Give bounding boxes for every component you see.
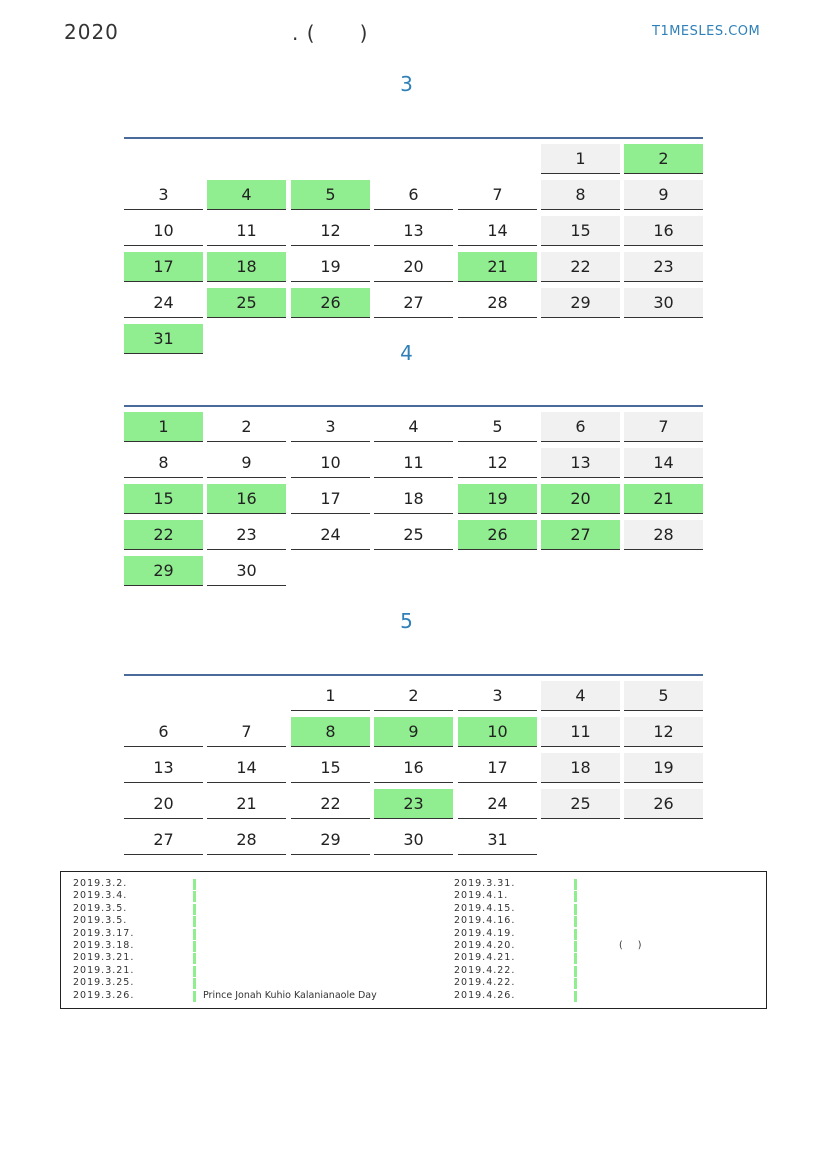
day-cell[interactable]: 3 [124, 180, 203, 210]
day-cell[interactable]: 4 [374, 412, 453, 442]
day-cell[interactable]: 11 [541, 717, 620, 747]
calendar-top-rule [124, 137, 703, 139]
day-cell[interactable]: 27 [124, 825, 203, 855]
holiday-date: 2019.3.31. [454, 878, 516, 889]
day-cell[interactable]: 12 [624, 717, 703, 747]
day-cell[interactable]: 17 [124, 252, 203, 282]
holiday-marker [574, 916, 577, 927]
holiday-marker [574, 978, 577, 989]
day-cell[interactable]: 2 [624, 144, 703, 174]
holiday-list [60, 871, 767, 1009]
day-cell[interactable]: 13 [374, 216, 453, 246]
day-cell[interactable]: 16 [374, 753, 453, 783]
day-cell[interactable]: 17 [291, 484, 370, 514]
holiday-date: 2019.3.18. [73, 940, 135, 951]
day-cell[interactable]: 11 [207, 216, 286, 246]
day-cell[interactable]: 5 [458, 412, 537, 442]
holiday-marker [574, 891, 577, 902]
holiday-name: ( ) [619, 940, 642, 951]
day-cell[interactable]: 15 [291, 753, 370, 783]
day-cell[interactable]: 4 [541, 681, 620, 711]
day-cell[interactable]: 21 [624, 484, 703, 514]
day-cell[interactable]: 16 [207, 484, 286, 514]
day-cell[interactable]: 7 [207, 717, 286, 747]
day-cell[interactable]: 1 [291, 681, 370, 711]
holiday-marker [574, 953, 577, 964]
day-cell[interactable]: 22 [124, 520, 203, 550]
day-cell[interactable]: 23 [374, 789, 453, 819]
day-cell[interactable]: 6 [374, 180, 453, 210]
day-cell[interactable]: 26 [624, 789, 703, 819]
day-cell[interactable]: 13 [541, 448, 620, 478]
day-cell[interactable]: 1 [124, 412, 203, 442]
day-cell[interactable]: 3 [291, 412, 370, 442]
day-cell[interactable]: 15 [541, 216, 620, 246]
day-cell[interactable]: 29 [541, 288, 620, 318]
day-cell[interactable]: 6 [541, 412, 620, 442]
holiday-date: 2019.4.21. [454, 952, 516, 964]
day-cell[interactable]: 22 [291, 789, 370, 819]
header-title: . ( ) [292, 21, 369, 45]
day-cell[interactable]: 18 [541, 753, 620, 783]
day-cell[interactable]: 25 [541, 789, 620, 819]
day-cell[interactable]: 10 [124, 216, 203, 246]
holiday-date: 2019.3.5. [73, 902, 128, 914]
day-cell[interactable]: 30 [624, 288, 703, 318]
day-cell[interactable]: 12 [291, 216, 370, 246]
day-cell[interactable]: 25 [207, 288, 286, 318]
day-cell[interactable]: 1 [541, 144, 620, 174]
holiday-marker [574, 991, 577, 1002]
day-cell[interactable]: 3 [458, 681, 537, 711]
day-cell[interactable]: 10 [291, 448, 370, 478]
day-cell[interactable]: 17 [458, 753, 537, 783]
day-cell[interactable]: 23 [624, 252, 703, 282]
holiday-marker [193, 879, 196, 890]
holiday-date: 2019.4.15. [454, 902, 516, 914]
day-cell[interactable]: 8 [124, 448, 203, 478]
day-cell[interactable]: 18 [374, 484, 453, 514]
holiday-marker [193, 953, 196, 964]
holiday-marker [193, 966, 196, 977]
day-cell[interactable]: 26 [291, 288, 370, 318]
day-cell[interactable]: 19 [624, 753, 703, 783]
holiday-marker [574, 941, 577, 952]
day-cell[interactable]: 14 [624, 448, 703, 478]
day-cell[interactable]: 10 [458, 717, 537, 747]
day-cell[interactable]: 24 [458, 789, 537, 819]
holiday-date: 2019.3.4. [73, 890, 128, 902]
holiday-date: 2019.3.2. [73, 878, 128, 889]
day-cell[interactable]: 7 [624, 412, 703, 442]
day-cell[interactable]: 25 [374, 520, 453, 550]
holiday-marker [193, 978, 196, 989]
day-cell[interactable]: 16 [624, 216, 703, 246]
day-cell[interactable]: 8 [541, 180, 620, 210]
day-cell[interactable]: 21 [207, 789, 286, 819]
day-cell[interactable]: 24 [124, 288, 203, 318]
day-cell[interactable]: 31 [124, 324, 203, 354]
month-title: 4 [400, 341, 413, 365]
holiday-marker [574, 879, 577, 890]
holiday-date: 2019.3.5. [73, 915, 128, 927]
holiday-date: 2019.3.21. [73, 952, 135, 964]
day-cell[interactable]: 12 [458, 448, 537, 478]
holiday-name: Prince Jonah Kuhio Kalanianaole Day [203, 989, 377, 1001]
day-cell[interactable]: 2 [207, 412, 286, 442]
day-cell[interactable]: 14 [458, 216, 537, 246]
holiday-date: 2019.3.26. [73, 989, 135, 1001]
day-cell[interactable]: 20 [124, 789, 203, 819]
calendar-top-rule [124, 674, 703, 676]
holiday-date: 2019.4.22. [454, 977, 516, 989]
site-link[interactable]: T1MESLES.COM [652, 24, 761, 39]
day-cell[interactable]: 21 [458, 252, 537, 282]
holiday-marker [574, 966, 577, 977]
holiday-marker [574, 929, 577, 940]
day-cell[interactable]: 26 [458, 520, 537, 550]
day-cell[interactable]: 19 [291, 252, 370, 282]
day-cell[interactable]: 14 [207, 753, 286, 783]
day-cell[interactable]: 2 [374, 681, 453, 711]
day-cell[interactable]: 5 [624, 681, 703, 711]
holiday-date: 2019.3.25. [73, 977, 135, 989]
day-cell[interactable]: 6 [124, 717, 203, 747]
day-cell[interactable]: 22 [541, 252, 620, 282]
day-cell[interactable]: 4 [207, 180, 286, 210]
holiday-date: 2019.4.1. [454, 890, 509, 902]
day-cell[interactable]: 20 [374, 252, 453, 282]
holiday-marker [193, 916, 196, 927]
day-cell[interactable]: 11 [374, 448, 453, 478]
holiday-marker [193, 991, 196, 1002]
day-cell[interactable]: 28 [624, 520, 703, 550]
holiday-marker [193, 929, 196, 940]
day-cell[interactable]: 30 [207, 556, 286, 586]
day-cell[interactable]: 9 [374, 717, 453, 747]
calendar-top-rule [124, 405, 703, 407]
holiday-marker [193, 891, 196, 902]
day-cell[interactable]: 30 [374, 825, 453, 855]
day-cell[interactable]: 13 [124, 753, 203, 783]
holiday-date: 2019.3.21. [73, 964, 135, 976]
holiday-marker [193, 904, 196, 915]
day-cell[interactable]: 15 [124, 484, 203, 514]
day-cell[interactable]: 23 [207, 520, 286, 550]
holiday-date: 2019.3.17. [73, 927, 135, 939]
day-cell[interactable]: 8 [291, 717, 370, 747]
day-cell[interactable]: 27 [541, 520, 620, 550]
day-cell[interactable]: 5 [291, 180, 370, 210]
holiday-marker [193, 941, 196, 952]
holiday-date: 2019.4.26. [454, 989, 516, 1001]
day-cell[interactable]: 29 [291, 825, 370, 855]
day-cell[interactable]: 24 [291, 520, 370, 550]
day-cell[interactable]: 7 [458, 180, 537, 210]
day-cell[interactable]: 9 [207, 448, 286, 478]
day-cell[interactable]: 31 [458, 825, 537, 855]
month-title: 5 [400, 609, 413, 633]
header-year: 2020 [64, 20, 119, 44]
day-cell[interactable]: 28 [458, 288, 537, 318]
holiday-date: 2019.4.22. [454, 964, 516, 976]
holiday-date: 2019.4.20. [454, 940, 516, 951]
day-cell[interactable]: 20 [541, 484, 620, 514]
day-cell[interactable]: 9 [624, 180, 703, 210]
day-cell[interactable]: 28 [207, 825, 286, 855]
holiday-date: 2019.4.19. [454, 927, 516, 939]
day-cell[interactable]: 18 [207, 252, 286, 282]
month-title: 3 [400, 72, 413, 96]
holiday-marker [574, 904, 577, 915]
day-cell[interactable]: 29 [124, 556, 203, 586]
day-cell[interactable]: 27 [374, 288, 453, 318]
holiday-date: 2019.4.16. [454, 915, 516, 927]
day-cell[interactable]: 19 [458, 484, 537, 514]
